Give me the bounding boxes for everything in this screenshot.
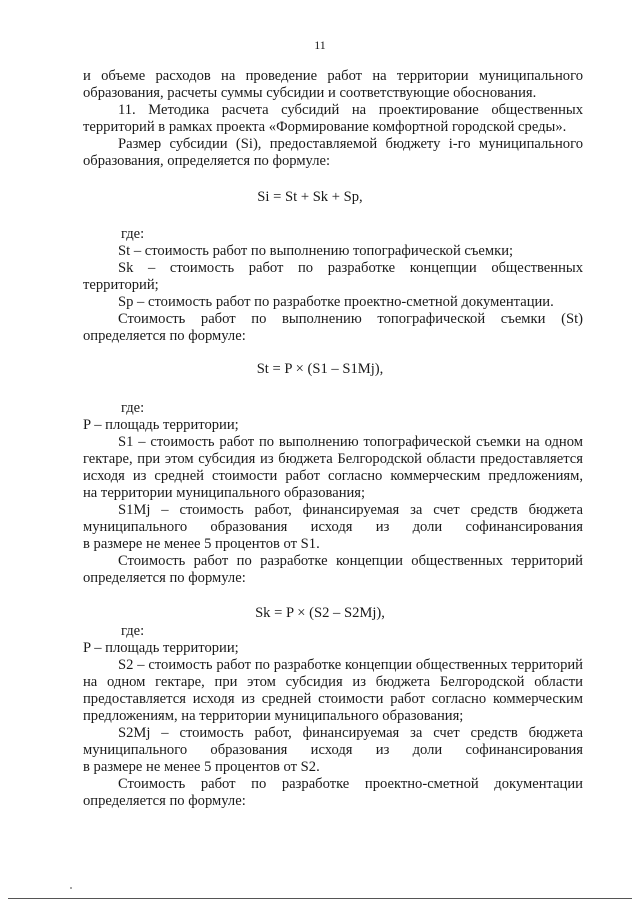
text-line: Стоимость работ по разработке концепции общественных территорий <box>118 553 583 569</box>
text-line: муниципального образования исходя из доли софинансирования <box>83 519 583 535</box>
text-line: где: <box>121 400 145 416</box>
text-line: P – площадь территории; <box>83 417 239 433</box>
text-line: территорий; <box>83 277 159 293</box>
text-line: где: <box>121 623 145 639</box>
text-line: территорий в рамках проекта «Формирование комфортной городской среды». <box>83 119 567 135</box>
page-bottom-rule <box>8 898 632 899</box>
text-line: 11. Методика расчета субсидий на проектирование общественных <box>118 102 583 118</box>
text-line: предложениям, на территории муниципального образования; <box>83 708 464 724</box>
text-line: St – стоимость работ по выполнению топографической съемки; <box>118 243 514 259</box>
text-line: и объеме расходов на проведение работ на территории муниципального <box>83 68 583 84</box>
text-line: где: <box>121 226 145 242</box>
formula-st: St = P × (S1 – S1Mj), <box>256 361 384 377</box>
text-line: Sp – стоимость работ по разработке проектно-сметной документации. <box>118 294 554 310</box>
text-line: в размере не менее 5 процентов от S1. <box>83 536 320 552</box>
text-line: Стоимость работ по разработке проектно-сметной документации <box>118 776 583 792</box>
text-line: в размере не менее 5 процентов от S2. <box>83 759 320 775</box>
text-line: определяется по формуле: <box>83 793 246 809</box>
text-line: образования, определяется по формуле: <box>83 153 331 169</box>
text-line: определяется по формуле: <box>83 328 246 344</box>
text-line: гектаре, при этом субсидия из бюджета Белгородской области предоставляется <box>83 451 583 467</box>
text-line: муниципального образования исходя из доли софинансирования <box>83 742 583 758</box>
text-line: образования, расчеты суммы субсидии и соответствующие обоснования. <box>83 85 537 101</box>
text-line: S1Mj – стоимость работ, финансируемая за счет средств бюджета <box>118 502 583 518</box>
text-line: исходя из средней стоимости работ согласно коммерческим предложениям, <box>83 468 583 484</box>
text-line: на территории муниципального образования; <box>83 485 366 501</box>
text-line: Стоимость работ по выполнению топографической съемки (St) <box>118 311 583 327</box>
formula-sk: Sk = P × (S2 – S2Mj), <box>255 605 385 621</box>
text-line: S2 – стоимость работ по разработке концепции общественных территорий <box>118 657 583 673</box>
text-line: Sk – стоимость работ по разработке концепции общественных <box>118 260 583 276</box>
text-line: P – площадь территории; <box>83 640 239 656</box>
text-line: предоставляется исходя из средней стоимости работ согласно коммерческим <box>83 691 583 707</box>
page-number: 11 <box>314 38 326 52</box>
text-line: на одном гектаре, при этом субсидия из бюджета Белгородской области <box>83 674 583 690</box>
text-line: определяется по формуле: <box>83 570 246 586</box>
text-line: Размер субсидии (Si), предоставляемой бюджету i-го муниципального <box>118 136 583 152</box>
text-line: S2Mj – стоимость работ, финансируемая за счет средств бюджета <box>118 725 583 741</box>
scan-speck <box>70 887 72 889</box>
text-line: S1 – стоимость работ по выполнению топографической съемки на одном <box>118 434 583 450</box>
formula-si: Si = St + Sk + Sp, <box>257 189 363 205</box>
